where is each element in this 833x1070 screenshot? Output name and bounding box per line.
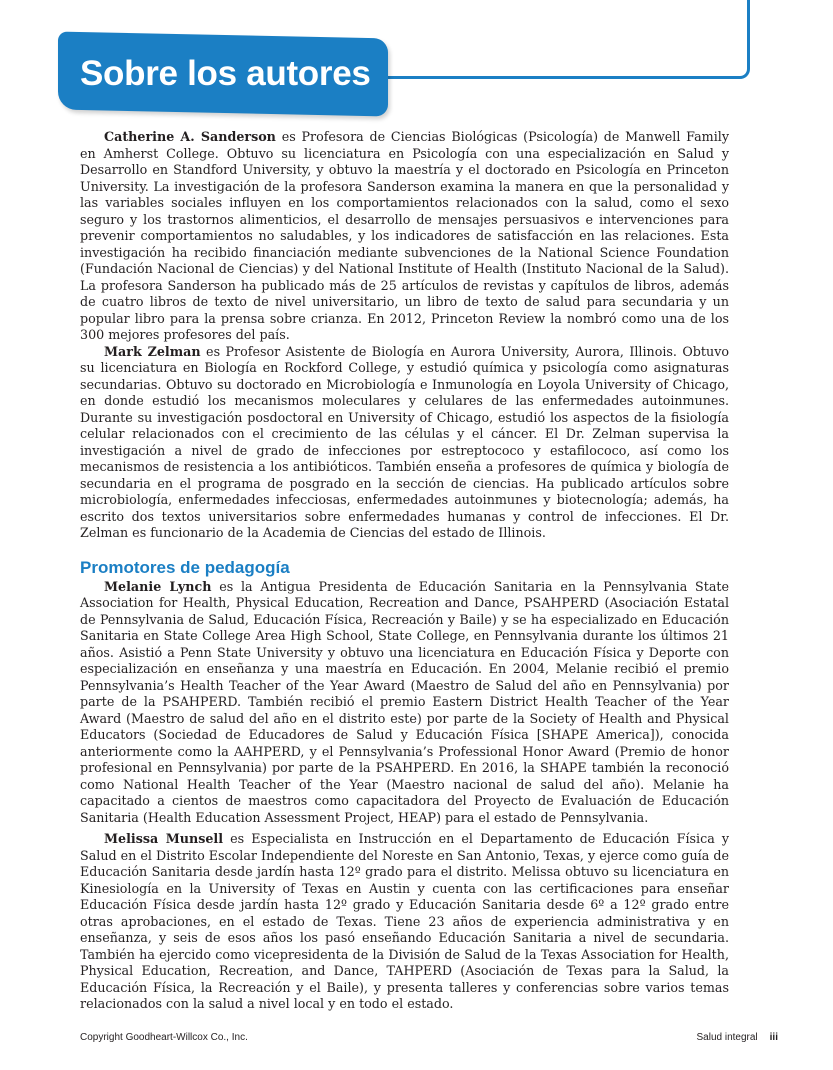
promoter-bio-lynch [80, 579, 729, 827]
promoter-bio-text: es la Antigua Presidenta de Educación Sanitaria en la Pennsylvania State Association for Health, Physical Education, Recreation and Dance, PSAHPERD (Asociación Estatal de Pennsylvania de Salud, Educación Física, Recreación y Baile) y se ha especializado en Educación Sanitaria en State College Area High School, State College, en Pennsylvania durante los últimos 21 años. Asistió a Penn State University y obtuvo una licenciatura en Educación Física y Deporte con especialización en enseñanza y una maestría en Educación. En 2004, Melanie recibió el premio Pennsylvania’s Health Teacher of the Year Award (Maestro de Salud del año en Pennsylvania) por parte de la PSAHPERD. También recibió el premio Eastern District Health Teacher of the Year Award (Maestro de salud del año en el distrito este) por parte de la Society of Health and Physical Educators (Sociedad de Educadores de Salud y Educación Física [SHAPE America]), conocida anteriormente como la AAHPERD, y el Pennsylvania’s Professional Honor Award (Premio de honor profesional en Pennsylvania) por parte de la PSAHPERD. En 2016, la SHAPE también la reconoció como National Health Teacher of the Year (Maestro nacional de salud del año). Melanie ha capacitado a cientos de maestros como capacitadora del Proyecto de Evaluación de Educación Sanitaria (Health Education Assessment Project, HEAP) para el estado de Pennsylvania. [80, 578, 729, 825]
author-name: Catherine A. Sanderson [104, 129, 276, 144]
footer-right [697, 1032, 779, 1043]
book-title: Salud integral [696, 1032, 758, 1043]
promoter-name: Melissa Munsell [104, 831, 224, 846]
promoter-name: Melanie Lynch [104, 578, 212, 594]
section-heading-promoters: Promotores de pedagogía [80, 557, 290, 577]
author-name: Mark Zelman [104, 343, 201, 359]
page-title: Sobre los autores [80, 54, 371, 93]
page-number: iii [769, 1032, 778, 1043]
author-bio-sanderson [80, 129, 729, 344]
author-bio-text: es Profesor Asistente de Biología en Aurora University, Aurora, Illinois. Obtuvo su licenciatura en Biología en Rockford College, y estudió química y psicología como asignaturas secundarias. Obtuvo su doctorado en Microbiología e Inmunología en Loyola University of Chicago, en donde estudió los mecanismos moleculares y celulares de las enfermedades autoinmunes. Durante su investigación posdoctoral en University of Chicago, estudió los aspectos de la fisiología celular relacionados con el crecimiento de las células y el cáncer. El Dr. Zelman supervisa la investigación a nivel de grado de infecciones por estreptococo y estafilococo, así como los mecanismos de resistencia a los antibióticos. También enseña a profesores de química y biología de secundaria en el programa de posgrado en la sección de ciencias. Ha publicado artículos sobre microbiología, enfermedades infecciosas, enfermedades autoinmunes y biotecnología; además, ha escrito dos textos universitarios sobre enfermedades humanas y control de infecciones. El Dr. Zelman es funcionario de la Academia de Ciencias del estado de Illinois. [80, 343, 729, 540]
promoter-bio-munsell [80, 831, 729, 1013]
promoter-bio-text: es Especialista en Instrucción en el Departamento de Educación Física y Salud en el Distrito Escolar Independiente del Noreste en San Antonio, Texas, y ejerce como guía de Educación Sanitaria desde jardín hasta 12º grado para el distrito. Melissa obtuvo su licenciatura en Kinesiología en la University of Texas en Austin y cuenta con las certificaciones para enseñar Educación Física desde jardín hasta 12º grado y Educación Sanitaria desde 6º a 12º grado entre otras aprobaciones, en el estado de Texas. Tiene 23 años de experiencia administrativa y en enseñanza, y seis de esos años los pasó enseñando Educación Sanitaria a nivel de secundaria. También ha ejercido como vicepresidenta de la División de Salud de la Texas Association for Health, Physical Education, Recreation, and Dance, TAHPERD (Asociación de Texas para la Salud, la Educación Física, la Recreación y el Baile), y presenta talleres y conferencias sobre varios temas relacionados con la salud a nivel local y en todo el estado. [80, 831, 729, 1011]
page-footer [80, 1032, 778, 1043]
main-content [80, 129, 729, 1013]
author-bio-text: es Profesora de Ciencias Biológicas (Psicología) de Manwell Family en Amherst College. Obtuvo su licenciatura en Psicología con una especialización en Salud y Desarrollo en Standford University, y obtuvo la maestría y el doctorado en Psicología en Princeton University. La investigación de la profesora Sanderson examina la manera en que la personalidad y las variables sociales influyen en los comportamientos relacionados con la salud, como el sexo seguro y los trastornos alimenticios, el desarrollo de mensajes persuasivos e intervenciones para prevenir comportamientos no saludables, y los indicadores de satisfacción en las relaciones. Esta investigación ha recibido financiación mediante subvenciones de la National Science Foundation (Fundación Nacional de Ciencias) y del National Institute of Health (Instituto Nacional de la Salud). La profesora Sanderson ha publicado más de 25 artículos de revistas y capítulos de libros, además de cuatro libros de texto de nivel universitario, un libro de texto de salud para secundaria y un popular libro para la prensa sobre crianza. En 2012, Princeton Review la nombró como una de los 300 mejores profesores del país. [80, 129, 729, 342]
copyright-notice: Copyright Goodheart-Willcox Co., Inc. [80, 1032, 248, 1043]
author-bio-zelman [80, 344, 729, 542]
